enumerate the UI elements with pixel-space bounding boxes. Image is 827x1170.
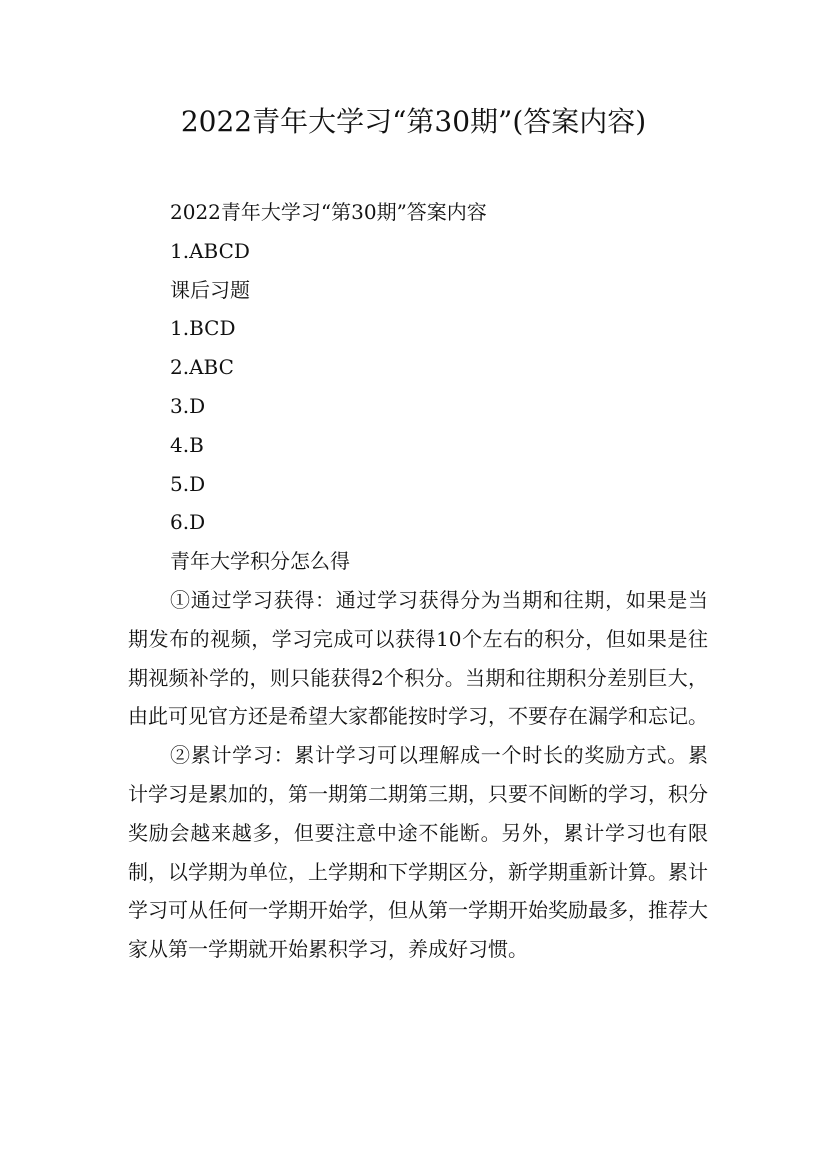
section-heading-exercises: 课后习题 — [170, 277, 250, 302]
document-title: 2022青年大学习“第30期”(答案内容) — [180, 105, 647, 138]
answer-line: 5.D — [170, 471, 206, 496]
paragraph-study-points: ①通过学习获得：通过学习获得分为当期和往期，如果是当期发布的视频，学习完成可以获得10个左右的积分，但如果是往期视频补学的，则只能获得2个积分。当期和往期积分差别巨大，由此可见官方还是希望大家都能按时学习，不要存在漏学和忘记。 — [128, 587, 708, 729]
answer-line: 2.ABC — [170, 355, 234, 380]
answer-line: 1.BCD — [170, 316, 236, 341]
paragraph-cumulative-study: ②累计学习：累计学习可以理解成一个时长的奖励方式。累计学习是累加的，第一期第二期第三期，只要不间断的学习，积分奖励会越来越多，但要注意中途不能断。另外，累计学习也有限制，以学期为单位，上学期和下学期区分，新学期重新计算。累计学习可从任何一学期开始学，但从第一学期开始奖励最多，推荐大家从第一学期就开始累积学习，养成好习惯。 — [128, 743, 708, 962]
answer-line: 1.ABCD — [170, 238, 250, 263]
document-body — [128, 193, 708, 969]
answer-line: 6.D — [170, 510, 206, 535]
answer-line: 3.D — [170, 393, 206, 418]
answer-line: 4.B — [170, 432, 204, 457]
answer-heading: 2022青年大学习“第30期”答案内容 — [170, 200, 487, 224]
section-heading-points: 青年大学积分怎么得 — [170, 549, 350, 574]
